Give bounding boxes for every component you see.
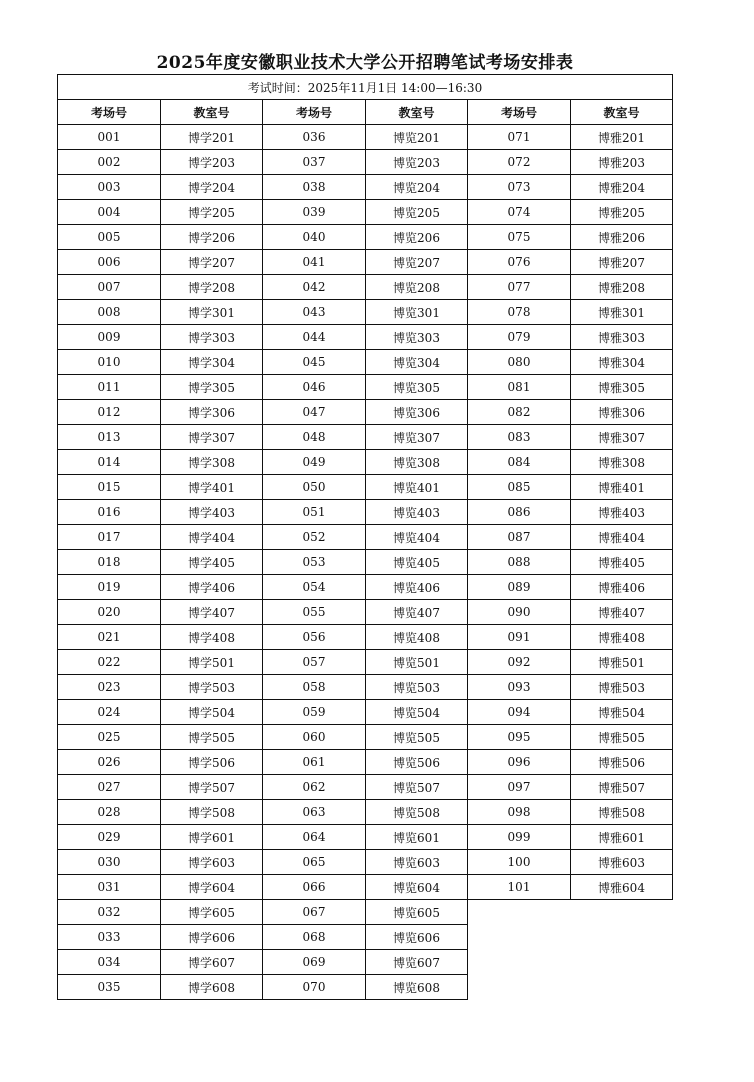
exam-room-number: 079 — [468, 325, 571, 350]
classroom-number: 博雅505 — [571, 725, 673, 750]
exam-room-number: 078 — [468, 300, 571, 325]
exam-room-number: 024 — [58, 700, 161, 725]
table-row — [58, 675, 673, 700]
classroom-number: 博学505 — [161, 725, 263, 750]
exam-room-number: 037 — [263, 150, 366, 175]
exam-room-table — [57, 74, 673, 1000]
classroom-number: 博雅206 — [571, 225, 673, 250]
table-row — [58, 850, 673, 875]
classroom-number: 博学503 — [161, 675, 263, 700]
classroom-number: 博览303 — [366, 325, 468, 350]
classroom-number: 博学404 — [161, 525, 263, 550]
classroom-number: 博雅406 — [571, 575, 673, 600]
classroom-number: 博学603 — [161, 850, 263, 875]
classroom-number: 博览406 — [366, 575, 468, 600]
exam-room-number: 002 — [58, 150, 161, 175]
table-row — [58, 475, 673, 500]
exam-room-number: 012 — [58, 400, 161, 425]
exam-room-number: 077 — [468, 275, 571, 300]
classroom-number: 博雅507 — [571, 775, 673, 800]
exam-room-number: 017 — [58, 525, 161, 550]
exam-room-number: 022 — [58, 650, 161, 675]
exam-room-number: 058 — [263, 675, 366, 700]
table-row — [58, 750, 673, 775]
classroom-number: 博雅405 — [571, 550, 673, 575]
column-header: 考场号 — [468, 100, 571, 125]
classroom-number: 博雅601 — [571, 825, 673, 850]
classroom-number: 博学608 — [161, 975, 263, 1000]
empty-cell — [571, 975, 673, 1000]
classroom-number: 博雅203 — [571, 150, 673, 175]
table-row — [58, 350, 673, 375]
classroom-number: 博览604 — [366, 875, 468, 900]
classroom-number: 博览301 — [366, 300, 468, 325]
exam-room-number: 034 — [58, 950, 161, 975]
exam-room-number: 028 — [58, 800, 161, 825]
classroom-number: 博学201 — [161, 125, 263, 150]
exam-room-number: 096 — [468, 750, 571, 775]
classroom-number: 博雅205 — [571, 200, 673, 225]
table-row — [58, 800, 673, 825]
table-row — [58, 400, 673, 425]
classroom-number: 博览401 — [366, 475, 468, 500]
table-row — [58, 450, 673, 475]
classroom-number: 博学508 — [161, 800, 263, 825]
classroom-number: 博学606 — [161, 925, 263, 950]
exam-room-number: 046 — [263, 375, 366, 400]
classroom-number: 博雅403 — [571, 500, 673, 525]
classroom-number: 博雅307 — [571, 425, 673, 450]
classroom-number: 博学407 — [161, 600, 263, 625]
exam-room-number: 052 — [263, 525, 366, 550]
classroom-number: 博学301 — [161, 300, 263, 325]
table-row — [58, 950, 673, 975]
exam-room-number: 035 — [58, 975, 161, 1000]
exam-room-number: 076 — [468, 250, 571, 275]
exam-room-number: 098 — [468, 800, 571, 825]
classroom-number: 博学304 — [161, 350, 263, 375]
exam-room-number: 049 — [263, 450, 366, 475]
classroom-number: 博览305 — [366, 375, 468, 400]
exam-room-number: 047 — [263, 400, 366, 425]
classroom-number: 博览507 — [366, 775, 468, 800]
classroom-number: 博学501 — [161, 650, 263, 675]
exam-room-number: 010 — [58, 350, 161, 375]
classroom-number: 博雅303 — [571, 325, 673, 350]
classroom-number: 博览607 — [366, 950, 468, 975]
table-row — [58, 275, 673, 300]
exam-room-number: 048 — [263, 425, 366, 450]
exam-room-number: 101 — [468, 875, 571, 900]
exam-room-number: 074 — [468, 200, 571, 225]
exam-room-number: 069 — [263, 950, 366, 975]
table-row — [58, 525, 673, 550]
exam-room-number: 042 — [263, 275, 366, 300]
classroom-number: 博雅504 — [571, 700, 673, 725]
exam-room-number: 009 — [58, 325, 161, 350]
classroom-number: 博学604 — [161, 875, 263, 900]
column-header: 考场号 — [58, 100, 161, 125]
classroom-number: 博览407 — [366, 600, 468, 625]
exam-room-number: 050 — [263, 475, 366, 500]
exam-room-number: 090 — [468, 600, 571, 625]
table-row — [58, 575, 673, 600]
classroom-number: 博览505 — [366, 725, 468, 750]
header-row — [58, 100, 673, 125]
classroom-number: 博览408 — [366, 625, 468, 650]
classroom-number: 博览506 — [366, 750, 468, 775]
classroom-number: 博览501 — [366, 650, 468, 675]
exam-room-number: 068 — [263, 925, 366, 950]
table-row — [58, 125, 673, 150]
classroom-number: 博学605 — [161, 900, 263, 925]
classroom-number: 博雅207 — [571, 250, 673, 275]
table-row — [58, 975, 673, 1000]
column-header: 教室号 — [366, 100, 468, 125]
table-row — [58, 900, 673, 925]
exam-room-number: 075 — [468, 225, 571, 250]
exam-room-number: 093 — [468, 675, 571, 700]
classroom-number: 博学607 — [161, 950, 263, 975]
classroom-number: 博学208 — [161, 275, 263, 300]
exam-room-number: 097 — [468, 775, 571, 800]
empty-cell — [571, 925, 673, 950]
exam-room-number: 041 — [263, 250, 366, 275]
exam-room-number: 088 — [468, 550, 571, 575]
exam-time-row — [58, 75, 673, 100]
exam-room-number: 086 — [468, 500, 571, 525]
exam-room-number: 065 — [263, 850, 366, 875]
classroom-number: 博览306 — [366, 400, 468, 425]
exam-room-number: 094 — [468, 700, 571, 725]
classroom-number: 博学207 — [161, 250, 263, 275]
classroom-number: 博学303 — [161, 325, 263, 350]
classroom-number: 博览307 — [366, 425, 468, 450]
classroom-number: 博学205 — [161, 200, 263, 225]
classroom-number: 博览308 — [366, 450, 468, 475]
exam-room-number: 089 — [468, 575, 571, 600]
exam-room-number: 032 — [58, 900, 161, 925]
exam-room-number: 007 — [58, 275, 161, 300]
classroom-number: 博雅503 — [571, 675, 673, 700]
exam-room-number: 029 — [58, 825, 161, 850]
column-header: 考场号 — [263, 100, 366, 125]
classroom-number: 博学401 — [161, 475, 263, 500]
exam-room-number: 070 — [263, 975, 366, 1000]
exam-room-number: 085 — [468, 475, 571, 500]
exam-room-number: 083 — [468, 425, 571, 450]
classroom-number: 博学405 — [161, 550, 263, 575]
classroom-number: 博雅603 — [571, 850, 673, 875]
exam-room-number: 051 — [263, 500, 366, 525]
classroom-number: 博学403 — [161, 500, 263, 525]
column-header: 教室号 — [571, 100, 673, 125]
exam-room-number: 033 — [58, 925, 161, 950]
exam-room-number: 008 — [58, 300, 161, 325]
exam-room-number: 060 — [263, 725, 366, 750]
empty-cell — [468, 975, 571, 1000]
classroom-number: 博览508 — [366, 800, 468, 825]
classroom-number: 博览207 — [366, 250, 468, 275]
classroom-number: 博雅204 — [571, 175, 673, 200]
classroom-number: 博览208 — [366, 275, 468, 300]
classroom-number: 博学307 — [161, 425, 263, 450]
exam-room-number: 021 — [58, 625, 161, 650]
exam-room-number: 053 — [263, 550, 366, 575]
empty-cell — [468, 925, 571, 950]
classroom-number: 博雅201 — [571, 125, 673, 150]
exam-room-number: 067 — [263, 900, 366, 925]
classroom-number: 博雅604 — [571, 875, 673, 900]
table-row — [58, 250, 673, 275]
classroom-number: 博雅208 — [571, 275, 673, 300]
empty-cell — [571, 950, 673, 975]
table-row — [58, 875, 673, 900]
exam-room-number: 040 — [263, 225, 366, 250]
table-row — [58, 375, 673, 400]
exam-room-number: 071 — [468, 125, 571, 150]
table-row — [58, 775, 673, 800]
exam-room-number: 014 — [58, 450, 161, 475]
exam-room-number: 039 — [263, 200, 366, 225]
exam-room-number: 006 — [58, 250, 161, 275]
classroom-number: 博览201 — [366, 125, 468, 150]
classroom-number: 博雅401 — [571, 475, 673, 500]
classroom-number: 博学308 — [161, 450, 263, 475]
table-row — [58, 425, 673, 450]
table-row — [58, 500, 673, 525]
exam-room-number: 043 — [263, 300, 366, 325]
exam-room-number: 036 — [263, 125, 366, 150]
classroom-number: 博雅305 — [571, 375, 673, 400]
exam-room-number: 056 — [263, 625, 366, 650]
classroom-number: 博雅501 — [571, 650, 673, 675]
exam-room-number: 044 — [263, 325, 366, 350]
classroom-number: 博览206 — [366, 225, 468, 250]
exam-room-number: 084 — [468, 450, 571, 475]
exam-room-number: 013 — [58, 425, 161, 450]
table-row — [58, 225, 673, 250]
exam-room-number: 045 — [263, 350, 366, 375]
classroom-number: 博览605 — [366, 900, 468, 925]
empty-cell — [468, 900, 571, 925]
exam-room-number: 001 — [58, 125, 161, 150]
classroom-number: 博雅408 — [571, 625, 673, 650]
exam-room-number: 087 — [468, 525, 571, 550]
exam-room-number: 011 — [58, 375, 161, 400]
classroom-number: 博学601 — [161, 825, 263, 850]
exam-room-number: 019 — [58, 575, 161, 600]
classroom-number: 博览205 — [366, 200, 468, 225]
table-row — [58, 925, 673, 950]
exam-room-number: 081 — [468, 375, 571, 400]
empty-cell — [468, 950, 571, 975]
exam-room-number: 020 — [58, 600, 161, 625]
exam-room-number: 080 — [468, 350, 571, 375]
table-row — [58, 700, 673, 725]
classroom-number: 博览606 — [366, 925, 468, 950]
classroom-number: 博览304 — [366, 350, 468, 375]
classroom-number: 博览203 — [366, 150, 468, 175]
exam-room-number: 059 — [263, 700, 366, 725]
classroom-number: 博学408 — [161, 625, 263, 650]
page-title: 2025年度安徽职业技术大学公开招聘笔试考场安排表 — [156, 53, 574, 73]
classroom-number: 博览603 — [366, 850, 468, 875]
classroom-number: 博览403 — [366, 500, 468, 525]
table-row — [58, 550, 673, 575]
exam-room-number: 027 — [58, 775, 161, 800]
classroom-number: 博览404 — [366, 525, 468, 550]
classroom-number: 博学204 — [161, 175, 263, 200]
exam-room-number: 082 — [468, 400, 571, 425]
classroom-number: 博览608 — [366, 975, 468, 1000]
exam-room-number: 026 — [58, 750, 161, 775]
classroom-number: 博览504 — [366, 700, 468, 725]
empty-cell — [571, 900, 673, 925]
classroom-number: 博雅301 — [571, 300, 673, 325]
exam-room-number: 038 — [263, 175, 366, 200]
exam-room-number: 018 — [58, 550, 161, 575]
exam-room-number: 025 — [58, 725, 161, 750]
classroom-number: 博览601 — [366, 825, 468, 850]
table-row — [58, 725, 673, 750]
classroom-number: 博雅506 — [571, 750, 673, 775]
classroom-number: 博雅308 — [571, 450, 673, 475]
classroom-number: 博雅404 — [571, 525, 673, 550]
table-row — [58, 175, 673, 200]
exam-room-number: 092 — [468, 650, 571, 675]
classroom-number: 博览503 — [366, 675, 468, 700]
exam-room-number: 015 — [58, 475, 161, 500]
table-row — [58, 625, 673, 650]
classroom-number: 博学306 — [161, 400, 263, 425]
classroom-number: 博学406 — [161, 575, 263, 600]
exam-room-number: 030 — [58, 850, 161, 875]
exam-room-number: 057 — [263, 650, 366, 675]
exam-room-number: 072 — [468, 150, 571, 175]
classroom-number: 博学504 — [161, 700, 263, 725]
exam-room-number: 005 — [58, 225, 161, 250]
classroom-number: 博学305 — [161, 375, 263, 400]
exam-room-number: 004 — [58, 200, 161, 225]
classroom-number: 博学203 — [161, 150, 263, 175]
exam-room-number: 023 — [58, 675, 161, 700]
classroom-number: 博学507 — [161, 775, 263, 800]
classroom-number: 博雅508 — [571, 800, 673, 825]
classroom-number: 博览204 — [366, 175, 468, 200]
exam-room-number: 099 — [468, 825, 571, 850]
table-row — [58, 825, 673, 850]
classroom-number: 博览405 — [366, 550, 468, 575]
exam-room-number: 061 — [263, 750, 366, 775]
exam-time: 考试时间：2025年11月1日 14:00—16:30 — [58, 75, 673, 100]
exam-room-number: 054 — [263, 575, 366, 600]
exam-room-number: 073 — [468, 175, 571, 200]
classroom-number: 博雅304 — [571, 350, 673, 375]
exam-room-number: 095 — [468, 725, 571, 750]
table-row — [58, 650, 673, 675]
exam-room-number: 064 — [263, 825, 366, 850]
table-row — [58, 600, 673, 625]
exam-room-number: 091 — [468, 625, 571, 650]
exam-room-number: 016 — [58, 500, 161, 525]
table-row — [58, 325, 673, 350]
column-header: 教室号 — [161, 100, 263, 125]
exam-room-number: 055 — [263, 600, 366, 625]
exam-room-number: 063 — [263, 800, 366, 825]
classroom-number: 博学506 — [161, 750, 263, 775]
exam-room-number: 066 — [263, 875, 366, 900]
exam-room-number: 100 — [468, 850, 571, 875]
classroom-number: 博雅306 — [571, 400, 673, 425]
table-row — [58, 300, 673, 325]
table-row — [58, 150, 673, 175]
exam-room-number: 031 — [58, 875, 161, 900]
exam-room-number: 003 — [58, 175, 161, 200]
classroom-number: 博学206 — [161, 225, 263, 250]
exam-room-number: 062 — [263, 775, 366, 800]
table-row — [58, 200, 673, 225]
classroom-number: 博雅407 — [571, 600, 673, 625]
